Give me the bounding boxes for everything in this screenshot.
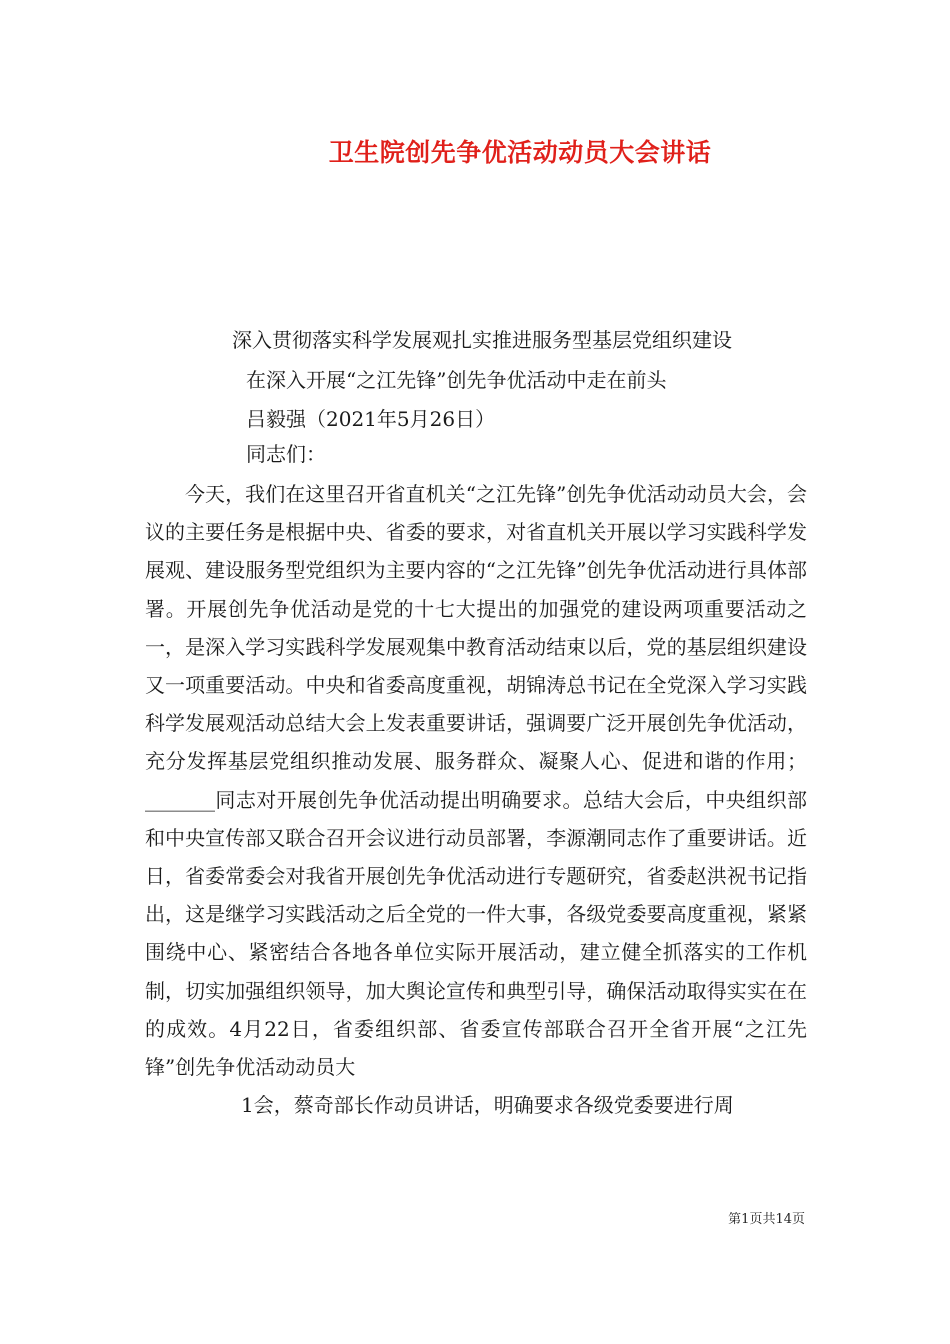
paragraph-1: 今天，我们在这里召开省直机关“之江先锋”创先争优活动动员大会，会议的主要任务是根据中央、省委的要求，对省直机关开展以学习实践科学发展观、建设服务型党组织为主要内容的“之江先锋”创先争优活动进行具体部署。开展创先争优活动是党的十七大提出的加强党的建设两项重要活动之一，是深入学习实践科学发展观集中教育活动结束以后，党的基层组织建设又一项重要活动。中央和省委高度重视，胡锦涛总书记在全党深入学习实践科学发展观活动总结大会上发表重要讲话，强调要广泛开展创先争优活动，充分发挥基层党组织推动发展、服务群众、凝聚人心、促进和谐的作用；_______同志对开展创先争优活动提出明确要求。总结大会后，中央组织部和中央宣传部又联合召开会议进行动员部署，李源潮同志作了重要讲话。近日，省委常委会对我省开展创先争优活动进行专题研究，省委赵洪祝书记指出，这是继学习实践活动之后全党的一件大事，各级党委要高度重视，紧紧围绕中心、紧密结合各地各单位实际开展活动，建立健全抓落实的工作机制，切实加强组织领导，加大舆论宣传和典型引导，确保活动取得实实在在的成效。4月22日，省委组织部、省委宣传部联合召开全省开展“之江先锋”创先争优活动动员大 [145, 482, 807, 1080]
document-title: 卫生院创先争优活动动员大会讲话 [328, 138, 712, 167]
greeting: 同志们： [246, 442, 326, 466]
body-text [145, 475, 807, 1124]
subtitle-line-1: 深入贯彻落实科学发展观扎实推进服务型基层党组织建设 [232, 328, 732, 352]
subtitle-line-2: 在深入开展“之江先锋”创先争优活动中走在前头 [246, 368, 667, 392]
page-number-footer: 第1页共14页 [728, 1212, 805, 1227]
author-date-line: 吕毅强（2021年5月26日） [246, 407, 496, 431]
paragraph-2: 1会，蔡奇部长作动员讲话，明确要求各级党委要进行周 [241, 1093, 734, 1118]
